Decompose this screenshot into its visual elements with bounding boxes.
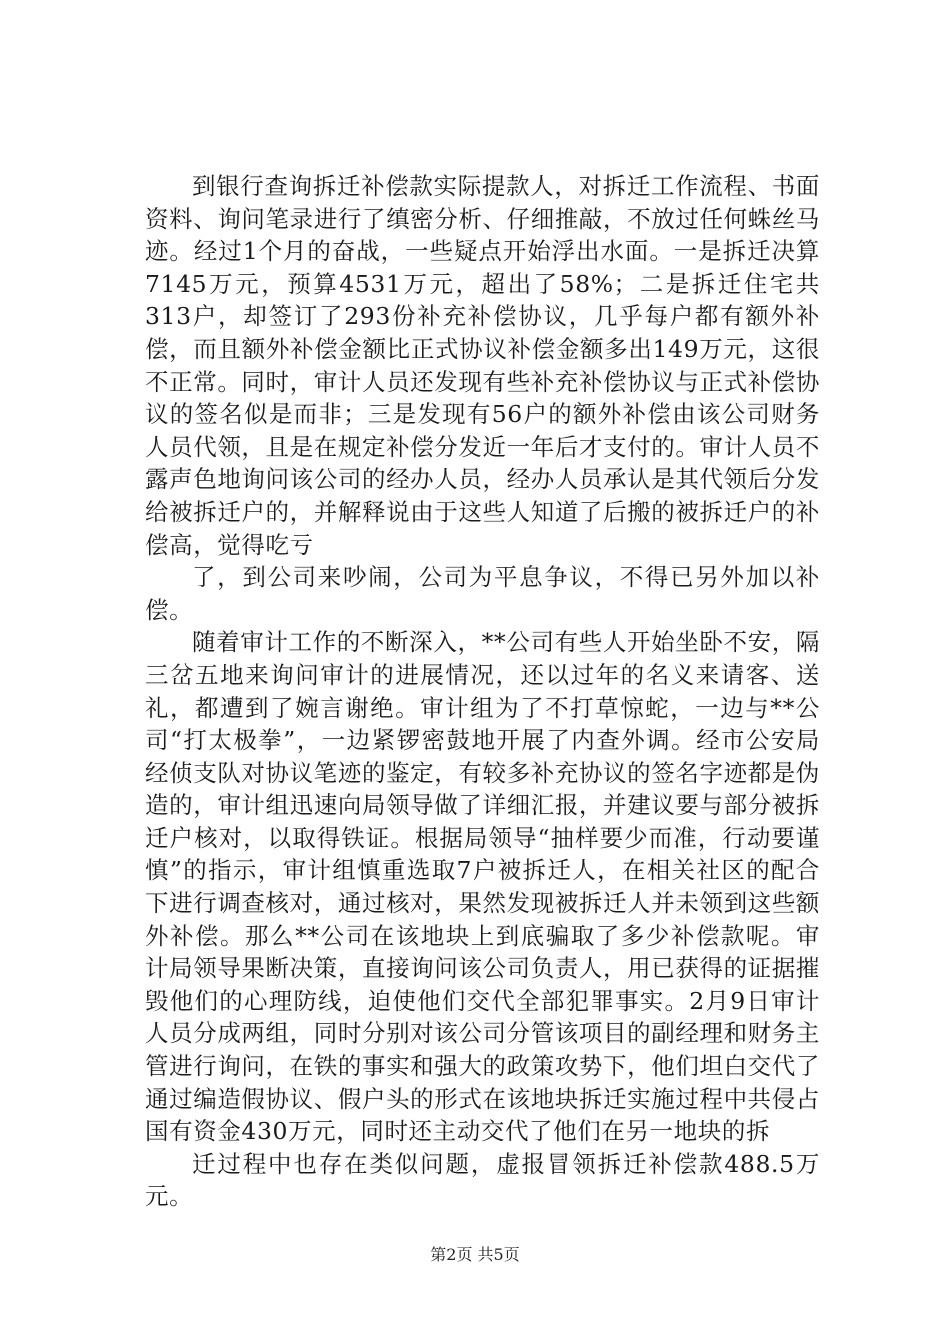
paragraph-1: 到银行查询拆迁补偿款实际提款人，对拆迁工作流程、书面资料、询问笔录进行了缜密分析、仔细推敲，不放过任何蛛丝马迹。经过1个月的奋战，一些疑点开始浮出水面。一是拆迁决算7145万元，预算4531万元，超出了58%；二是拆迁住宅共313户，却签订了293份补充补偿协议，几乎每户都有额外补偿，而且额外补偿金额比正式协议补偿金额多出149万元，这很不正常。同时，审计人员还发现有些补充补偿协议与正式补偿协议的签名似是而非；三是发现有56户的额外补偿由该公司财务人员代领，且是在规定补偿分发近一年后才支付的。审计人员不露声色地询问该公司的经办人员，经办人员承认是其代领后分发给被拆迁户的，并解释说由于这些人知道了后搬的被拆迁户的补偿高，觉得吃亏 bbox=[145, 172, 820, 559]
document-body bbox=[145, 170, 820, 1213]
page-footer bbox=[0, 1245, 950, 1265]
paragraph-2: 了，到公司来吵闹，公司为平息争议，不得已另外加以补偿。 bbox=[145, 563, 820, 624]
paragraph-4: 迁过程中也存在类似问题，虚报冒领拆迁补偿款488.5万元。 bbox=[145, 1149, 820, 1211]
page-number: 第2页 共5页 bbox=[430, 1245, 520, 1264]
paragraph-3: 随着审计工作的不断深入，**公司有些人开始坐卧不安，隔三岔五地来询问审计的进展情况，还以过年的名义来请客、送礼，都遭到了婉言谢绝。审计组为了不打草惊蛇，一边与**公司“打太极拳”，一边紧锣密鼓地开展了内查外调。经市公安局经侦支队对协议笔迹的鉴定，有较多补充协议的签名字迹都是伪造的，审计组迅速向局领导做了详细汇报，并建议要与部分被拆迁户核对，以取得铁证。根据局领导“抽样要少而准，行动要谨慎”的指示，审计组慎重选取7户被拆迁人，在相关社区的配合下进行调查核对，通过核对，果然发现被拆迁人并未领到这些额外补偿。那么**公司在该地块上到底骗取了多少补偿款呢。审计局领导果断决策，直接询问该公司负责人，用已获得的证据摧毁他们的心理防线，迫使他们交代全部犯罪事实。2月9日审计人员分成两组，同时分别对该公司分管该项目的副经理和财务主管进行询问，在铁的事实和强大的政策攻势下，他们坦白交代了通过编造假协议、假户头的形式在该地块拆迁实施过程中共侵占国有资金430万元，同时还主动交代了他们在另一地块的拆 bbox=[145, 628, 820, 1146]
